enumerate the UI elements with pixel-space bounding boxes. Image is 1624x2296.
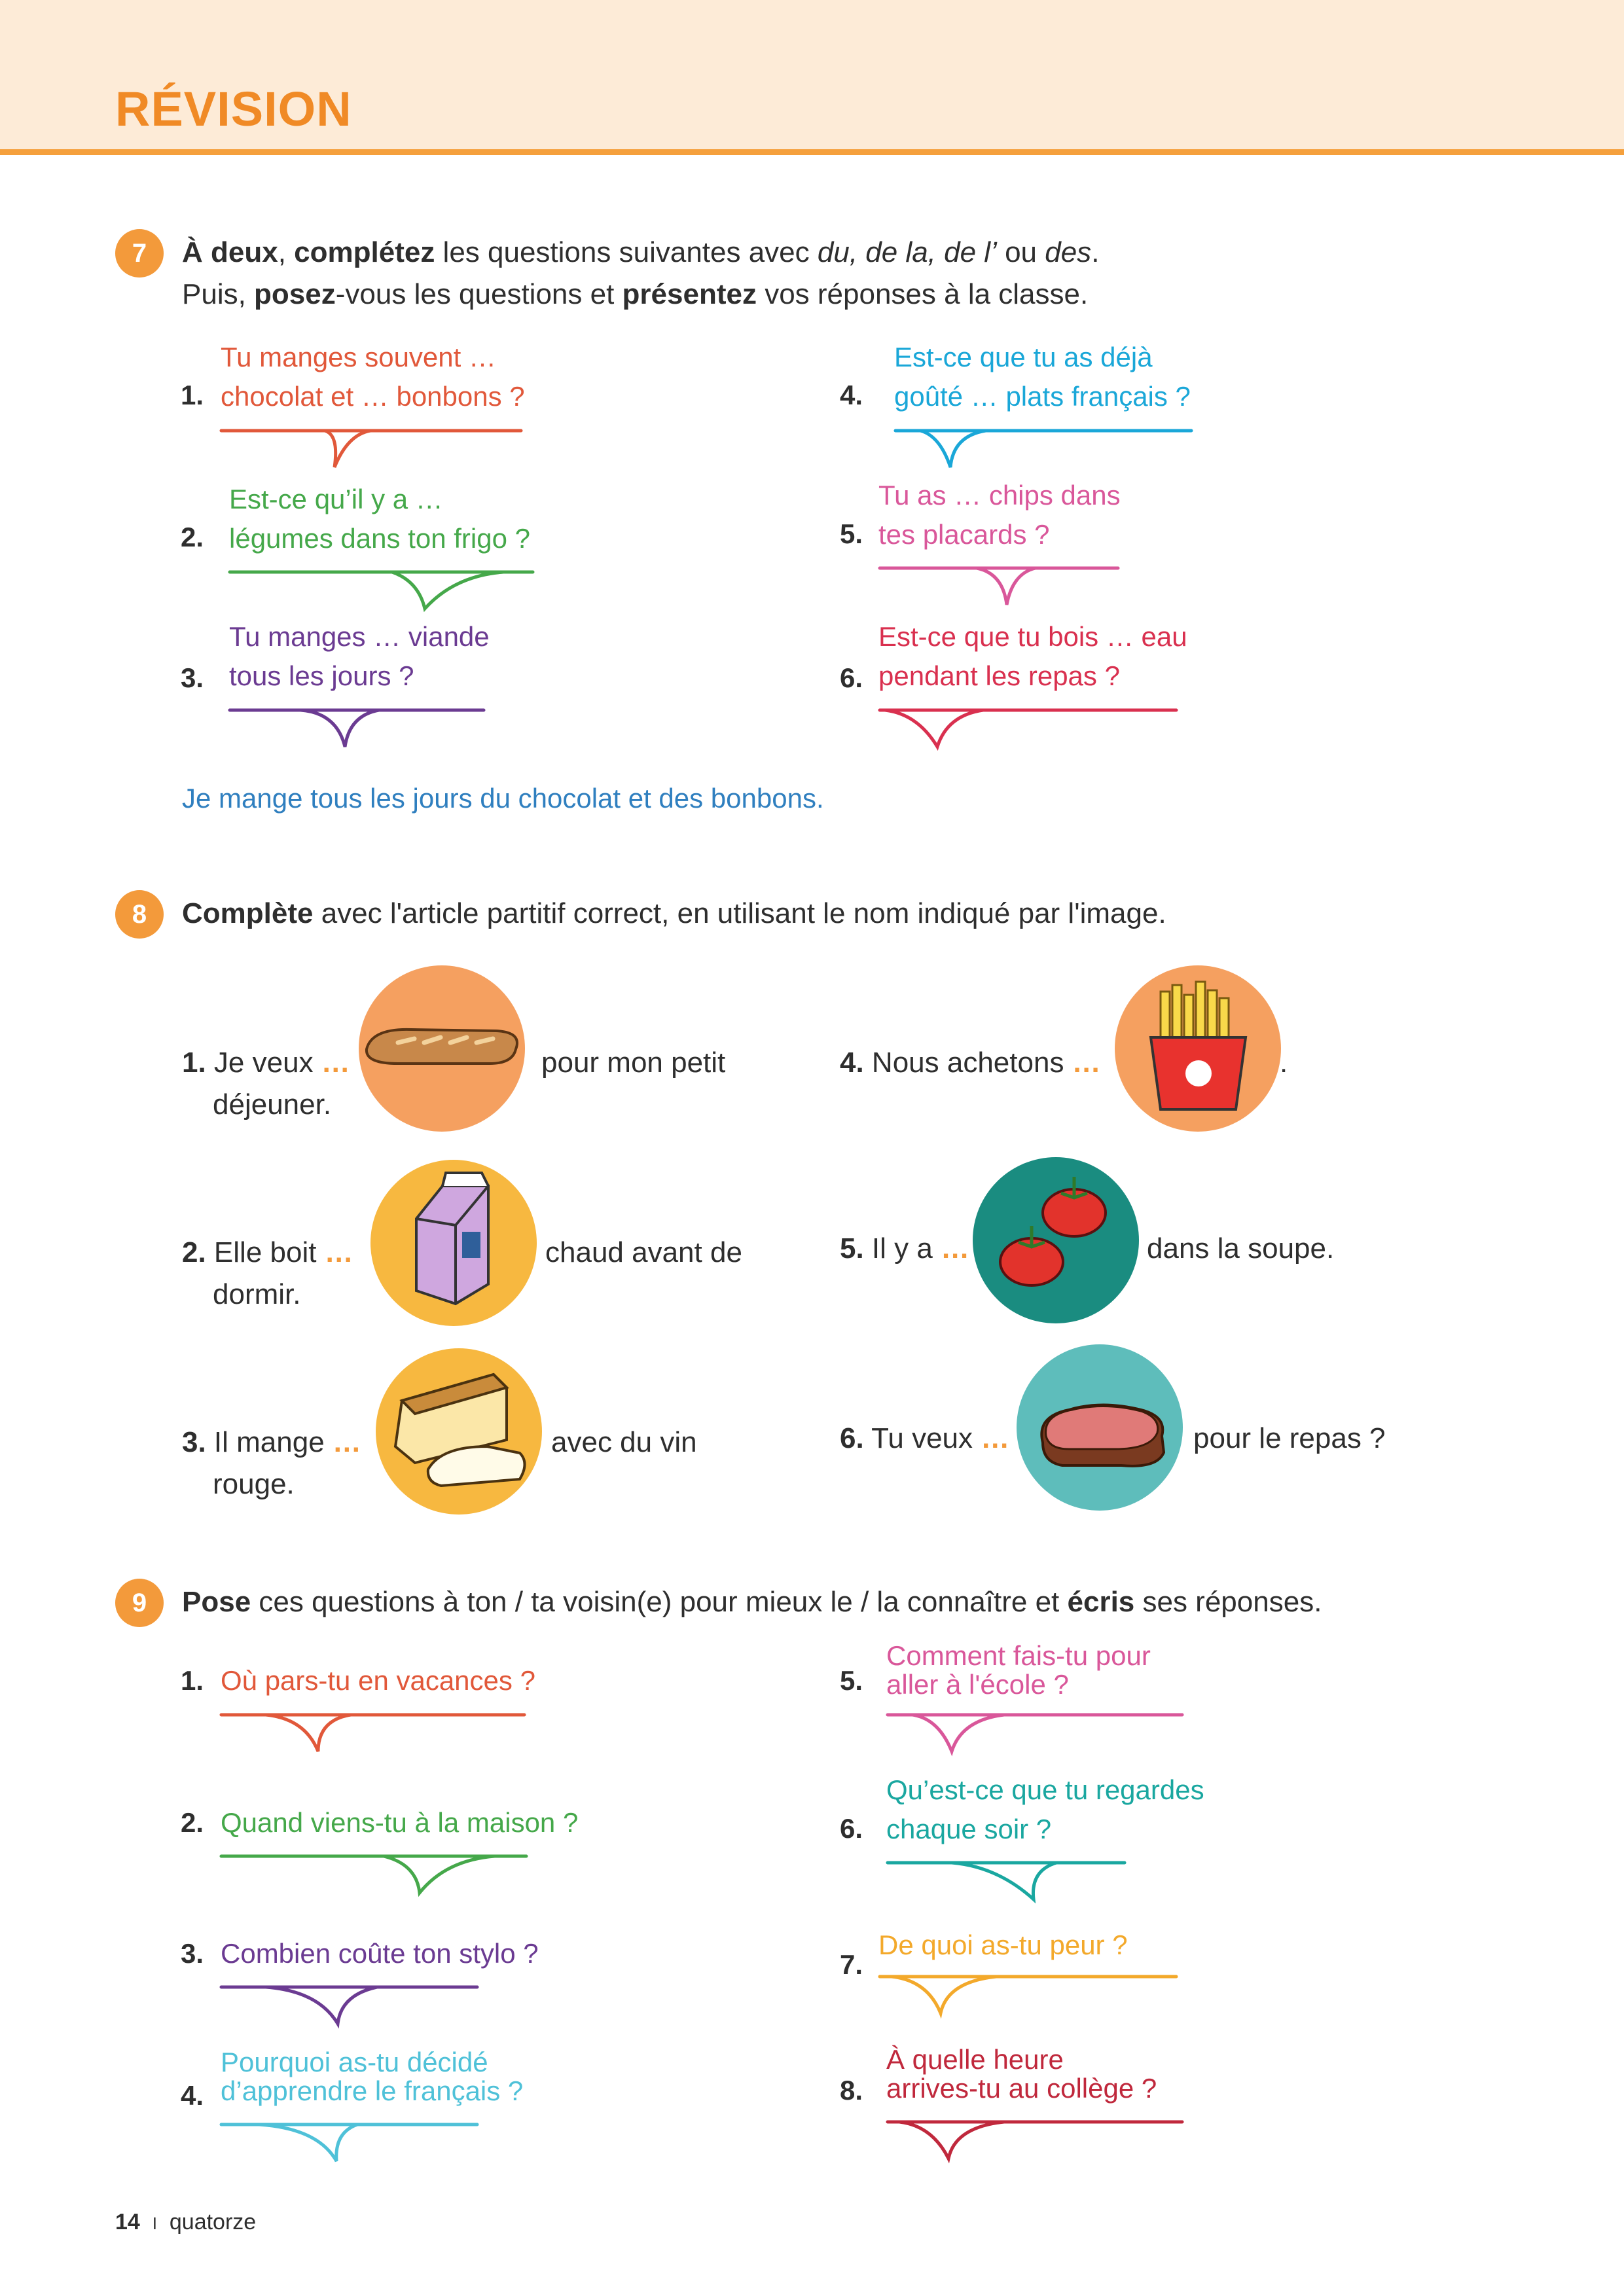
ex8-item2-text: 2. Elle boit … xyxy=(182,1236,353,1268)
ex7-q1-number: 1. xyxy=(181,380,204,410)
ex7-q4-speech-bubble xyxy=(894,427,1195,473)
ex7-q6-text: Est-ce que tu bois … eau pendant les repas ? xyxy=(878,621,1187,691)
ex8-item2-after: chaud avant de xyxy=(545,1236,742,1268)
ex7-q2-number: 2. xyxy=(181,522,204,552)
cheese-icon xyxy=(376,1348,542,1515)
ex9-q2-text: Quand viens-tu à la maison ? xyxy=(221,1807,579,1838)
ex7-q3-number: 3. xyxy=(181,662,204,693)
ex7-q5-number: 5. xyxy=(840,518,863,549)
exercise-8-instruction: Complète avec l'article partitif correct, en utilisant le nom indiqué par l'image. xyxy=(182,897,1166,929)
steak-icon xyxy=(1017,1344,1183,1511)
ex8-item3-after: avec du vin xyxy=(551,1426,697,1458)
ex9-q7-number: 7. xyxy=(840,1949,863,1980)
ex8-item4-after: . xyxy=(1280,1047,1288,1079)
ex9-q7-speech-bubble xyxy=(878,1973,1186,2018)
ex8-item5-after: dans la soupe. xyxy=(1147,1232,1335,1265)
fries-icon xyxy=(1115,965,1281,1132)
ex9-q1-number: 1. xyxy=(181,1665,204,1696)
ex9-q5-text: Comment fais-tu pour aller à l'école ? xyxy=(886,1640,1151,1700)
exercise-7-instruction-line2: Puis, posez-vous les questions et présentez vos réponses à la classe. xyxy=(182,278,1089,310)
ex9-q3-text: Combien coûte ton stylo ? xyxy=(221,1938,539,1969)
ex8-item1-continuation: déjeuner. xyxy=(213,1088,332,1121)
ex7-q1-speech-bubble xyxy=(220,427,528,473)
ex9-q8-text: À quelle heure arrives-tu au collège ? xyxy=(886,2044,1157,2104)
tomatoes-icon xyxy=(973,1157,1139,1323)
ex9-q7-text: De quoi as-tu peur ? xyxy=(878,1929,1128,1960)
ex7-q2-speech-bubble xyxy=(228,568,536,614)
ex7-q3-text: Tu manges … viande tous les jours ? xyxy=(229,621,490,691)
ex7-example-answer: Je mange tous les jours du chocolat et des bonbons. xyxy=(182,783,824,814)
ex9-q5-speech-bubble xyxy=(886,1711,1194,1757)
ex7-q1-text: Tu manges souvent … chocolat et … bonbons ? xyxy=(221,342,525,412)
ex9-q6-number: 6. xyxy=(840,1813,863,1844)
ex7-q5-speech-bubble xyxy=(878,564,1121,610)
ex8-item1-text: 1. Je veux … xyxy=(182,1047,350,1079)
ex8-item6-after: pour le repas ? xyxy=(1193,1422,1386,1454)
ex8-item2-continuation: dormir. xyxy=(213,1278,301,1310)
exercise-7-instruction-line1: À deux, complétez les questions suivantes avec du, de la, de l’ ou des. xyxy=(182,236,1100,268)
ex9-q4-number: 4. xyxy=(181,2080,204,2111)
ex8-item1-after: pour mon petit xyxy=(541,1047,726,1079)
exercise-8-badge: 8 xyxy=(115,890,164,939)
ex9-q6-speech-bubble xyxy=(886,1859,1135,1905)
ex7-q4-text: Est-ce que tu as déjà goûté … plats français ? xyxy=(894,342,1191,412)
page-number: 14 xyxy=(115,2210,140,2234)
ex9-q4-speech-bubble xyxy=(220,2121,482,2166)
ex7-q5-text: Tu as … chips dans tes placards ? xyxy=(878,480,1121,550)
ex9-q4-text: Pourquoi as-tu décidé d’apprendre le français ? xyxy=(221,2047,524,2106)
ex9-q2-speech-bubble xyxy=(220,1852,534,1898)
footer-separator: I xyxy=(152,2214,157,2233)
ex8-item5-text: 5. Il y a … xyxy=(840,1232,970,1265)
ex7-q2-text: Est-ce qu’il y a … légumes dans ton frigo ? xyxy=(229,484,530,554)
page-title: RÉVISION xyxy=(115,82,352,136)
page-word: quatorze xyxy=(169,2210,257,2234)
ex9-q1-speech-bubble xyxy=(220,1711,528,1757)
ex9-q5-number: 5. xyxy=(840,1665,863,1696)
ex9-q3-number: 3. xyxy=(181,1938,204,1969)
ex9-q3-speech-bubble xyxy=(220,1983,482,2029)
page-footer xyxy=(115,2210,256,2235)
page-header xyxy=(0,0,1624,155)
ex7-q4-number: 4. xyxy=(840,380,863,410)
ex8-item3-continuation: rouge. xyxy=(213,1468,295,1500)
ex9-q2-number: 2. xyxy=(181,1807,204,1838)
ex7-q3-speech-bubble xyxy=(228,706,490,752)
ex8-item3-text: 3. Il mange … xyxy=(182,1426,361,1458)
exercise-9-instruction: Pose ces questions à ton / ta voisin(e) pour mieux le / la connaître et écris ses réponses. xyxy=(182,1586,1322,1618)
ex9-q8-speech-bubble xyxy=(886,2118,1194,2164)
ex7-q6-speech-bubble xyxy=(878,706,1180,752)
exercise-7-badge: 7 xyxy=(115,229,164,278)
exercise-9-badge: 9 xyxy=(115,1579,164,1627)
ex9-q8-number: 8. xyxy=(840,2075,863,2106)
milk-carton-icon xyxy=(370,1160,537,1326)
ex9-q6-text: Qu’est-ce que tu regardes chaque soir ? xyxy=(886,1774,1204,1844)
ex8-item4-text: 4. Nous achetons … xyxy=(840,1047,1101,1079)
baguette-icon xyxy=(359,965,525,1132)
ex8-item6-text: 6. Tu veux … xyxy=(840,1422,1010,1454)
ex9-q1-text: Où pars-tu en vacances ? xyxy=(221,1665,535,1696)
ex7-q6-number: 6. xyxy=(840,662,863,693)
